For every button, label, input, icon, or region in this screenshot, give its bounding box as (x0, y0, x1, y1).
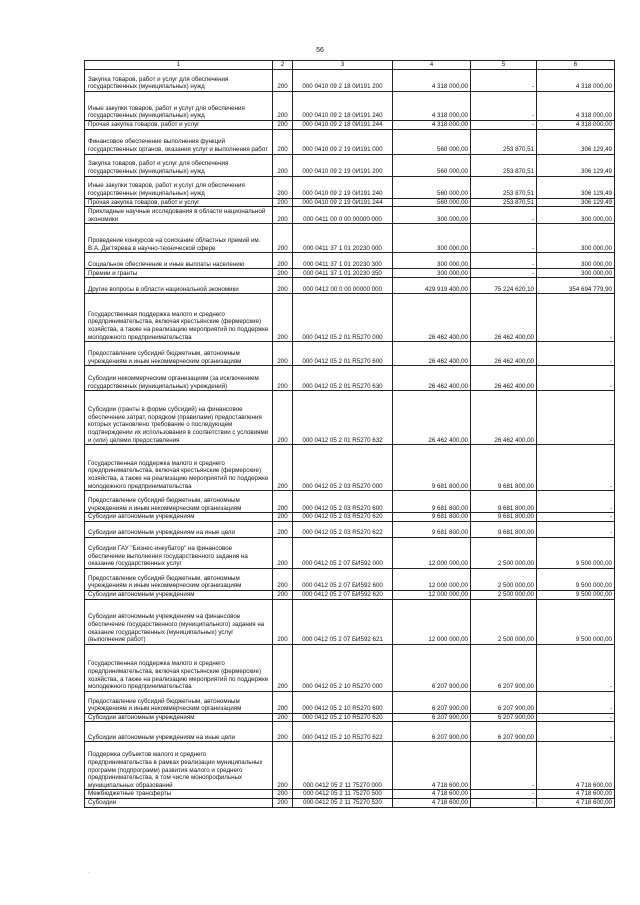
row-code-cell: 200 (273, 253, 293, 269)
row-executed-amount-cell: 253 870,51 (471, 129, 537, 154)
table-row (85, 198, 615, 207)
row-name-cell: Государственная поддержка малого и среднего предпринимательства, включая крестьянские (фермерские) хозяйства, а также на реализацию мероприятий по поддержке молодежного предпринимательства (85, 644, 273, 691)
row-code-cell: 200 (273, 70, 293, 92)
row-name-cell: Государственная поддержка малого и среднего предпринимательства, включая крестьянские (фермерские) хозяйства, а также на реализацию мероприятий по поддержке молодежного предпринимательства (85, 445, 273, 491)
row-code-cell: 200 (273, 154, 293, 176)
scan-mark: · (88, 870, 90, 876)
row-remaining-amount-cell: 354 694 779,90 (537, 278, 615, 294)
row-executed-amount-cell: 6 207 900,00 (471, 722, 537, 742)
row-classification-cell: 000 0412 05 2 07 БИ592 620 (293, 590, 393, 599)
column-header: 3 (293, 61, 393, 70)
row-code-cell: 200 (273, 722, 293, 742)
row-classification-cell: 000 0410 09 2 19 0И191 000 (293, 129, 393, 154)
row-name-cell: Прикладные научные исследования в области национальной экономики (85, 207, 273, 224)
row-code-cell: 200 (273, 207, 293, 224)
table-row (85, 590, 615, 599)
table-row (85, 278, 615, 294)
table-row (85, 176, 615, 198)
row-approved-amount-cell: 300 000,00 (393, 207, 471, 224)
row-approved-amount-cell: 12 000 000,00 (393, 568, 471, 590)
row-executed-amount-cell: 253 870,51 (471, 198, 537, 207)
row-code-cell: 200 (273, 176, 293, 198)
row-approved-amount-cell: 4 318 000,00 (393, 70, 471, 92)
row-remaining-amount-cell: 306 129,49 (537, 154, 615, 176)
row-name-cell: Предоставление субсидий бюджетным, автономным учреждениям и иным некоммерческим организациям (85, 342, 273, 366)
row-code-cell: 200 (273, 491, 293, 513)
table-row (85, 713, 615, 722)
row-remaining-amount-cell: - (537, 366, 615, 391)
row-classification-cell: 000 0412 05 2 07 БИ592 621 (293, 599, 393, 644)
row-approved-amount-cell: 26 462 400,00 (393, 391, 471, 445)
table-row (85, 445, 615, 491)
table-row (85, 224, 615, 253)
row-approved-amount-cell: 12 000 000,00 (393, 599, 471, 644)
row-classification-cell: 000 0412 05 2 03 R5270 620 (293, 513, 393, 522)
row-remaining-amount-cell: 9 500 000,00 (537, 590, 615, 599)
row-code-cell: 200 (273, 599, 293, 644)
table-row (85, 722, 615, 742)
row-name-cell: Субсидии автономным учреждениям на финансовое обеспечение государственного (муниципального) задания на оказание государственных (муниципальных) услуг (выполнение работ) (85, 599, 273, 644)
table-row (85, 798, 615, 807)
row-remaining-amount-cell: 300 000,00 (537, 207, 615, 224)
row-executed-amount-cell: - (471, 92, 537, 121)
row-code-cell: 200 (273, 342, 293, 366)
row-name-cell: Предоставление субсидий бюджетным, автономным учреждениям и иным некоммерческим организациям (85, 491, 273, 513)
column-header: 1 (85, 61, 273, 70)
row-name-cell: Субсидии автономным учреждениям (85, 713, 273, 722)
row-approved-amount-cell: 560 000,00 (393, 198, 471, 207)
row-executed-amount-cell: - (471, 121, 537, 130)
row-code-cell: 200 (273, 278, 293, 294)
table-row (85, 691, 615, 713)
row-approved-amount-cell: 9 681 800,00 (393, 513, 471, 522)
page-number: 56 (316, 47, 324, 54)
row-approved-amount-cell: 4 318 000,00 (393, 92, 471, 121)
row-executed-amount-cell: 26 462 400,00 (471, 366, 537, 391)
row-name-cell: Иные закупки товаров, работ и услуг для обеспечения государственных (муниципальных) нужд (85, 92, 273, 121)
row-remaining-amount-cell: 300 000,00 (537, 253, 615, 269)
column-header: 5 (471, 61, 537, 70)
row-code-cell: 200 (273, 798, 293, 807)
row-remaining-amount-cell: - (537, 722, 615, 742)
row-approved-amount-cell: 12 000 000,00 (393, 590, 471, 599)
row-classification-cell: 000 0410 09 2 19 0И191 240 (293, 176, 393, 198)
budget-execution-table (84, 60, 615, 808)
table-row (85, 537, 615, 568)
row-remaining-amount-cell: - (537, 294, 615, 342)
row-name-cell: Другие вопросы в области национальной экономики (85, 278, 273, 294)
table-row (85, 742, 615, 790)
row-executed-amount-cell: 26 462 400,00 (471, 294, 537, 342)
row-executed-amount-cell: - (471, 790, 537, 799)
table-row (85, 70, 615, 92)
row-name-cell: Предоставление субсидий бюджетным, автономным учреждениям и иным некоммерческим организациям (85, 691, 273, 713)
row-executed-amount-cell: 9 681 800,00 (471, 491, 537, 513)
table-row (85, 391, 615, 445)
row-remaining-amount-cell: - (537, 713, 615, 722)
row-name-cell: Прочая закупка товаров, работ и услуг (85, 198, 273, 207)
row-executed-amount-cell: 26 462 400,00 (471, 391, 537, 445)
row-name-cell: Межбюджетные трансферты (85, 790, 273, 799)
row-approved-amount-cell: 9 681 800,00 (393, 491, 471, 513)
row-classification-cell: 000 0410 09 2 18 0И191 200 (293, 70, 393, 92)
row-name-cell: Прочая закупка товаров, работ и услуг (85, 121, 273, 130)
column-number-row (85, 61, 615, 70)
row-remaining-amount-cell: 4 718 600,00 (537, 742, 615, 790)
row-classification-cell: 000 0411 37 1 01 20230 300 (293, 253, 393, 269)
row-classification-cell: 000 0412 05 2 03 R5270 622 (293, 521, 393, 537)
row-code-cell: 200 (273, 590, 293, 599)
row-approved-amount-cell: 4 718 600,00 (393, 798, 471, 807)
row-classification-cell: 000 0411 00 0 00 00000 000 (293, 207, 393, 224)
row-remaining-amount-cell: 4 318 000,00 (537, 92, 615, 121)
row-executed-amount-cell: - (471, 742, 537, 790)
table-row (85, 121, 615, 130)
row-code-cell: 200 (273, 129, 293, 154)
row-code-cell: 200 (273, 568, 293, 590)
row-executed-amount-cell: 9 681 800,00 (471, 445, 537, 491)
row-remaining-amount-cell: - (537, 391, 615, 445)
row-classification-cell: 000 0412 05 2 10 R5270 600 (293, 691, 393, 713)
row-remaining-amount-cell: - (537, 521, 615, 537)
row-classification-cell: 000 0412 05 2 10 R5270 000 (293, 644, 393, 691)
table-row (85, 491, 615, 513)
table-row (85, 154, 615, 176)
row-approved-amount-cell: 6 207 900,00 (393, 722, 471, 742)
row-classification-cell: 000 0412 05 2 01 R5270 630 (293, 366, 393, 391)
row-executed-amount-cell: - (471, 70, 537, 92)
row-remaining-amount-cell: 4 318 000,00 (537, 121, 615, 130)
row-approved-amount-cell: 9 681 800,00 (393, 521, 471, 537)
row-name-cell: Предоставление субсидий бюджетным, автономным учреждениям и иным некоммерческим организациям (85, 568, 273, 590)
row-code-cell: 200 (273, 644, 293, 691)
table-row (85, 521, 615, 537)
row-approved-amount-cell: 26 462 400,00 (393, 294, 471, 342)
row-executed-amount-cell: 253 870,51 (471, 176, 537, 198)
row-name-cell: Проведение конкурсов на соискание областных премий им. В.А. Дегтярева в научно-технической сфере (85, 224, 273, 253)
row-approved-amount-cell: 300 000,00 (393, 253, 471, 269)
row-executed-amount-cell: 6 207 900,00 (471, 644, 537, 691)
row-remaining-amount-cell: 306 129,49 (537, 198, 615, 207)
row-name-cell: Иные закупки товаров, работ и услуг для обеспечения государственных (муниципальных) нужд (85, 176, 273, 198)
row-remaining-amount-cell: 306 129,49 (537, 176, 615, 198)
table-row (85, 513, 615, 522)
row-remaining-amount-cell: 300 000,00 (537, 269, 615, 278)
table-row (85, 599, 615, 644)
row-classification-cell: 000 0412 05 2 10 R5270 620 (293, 713, 393, 722)
row-remaining-amount-cell: 9 500 000,00 (537, 537, 615, 568)
row-name-cell: Субсидии автономным учреждениям (85, 590, 273, 599)
row-remaining-amount-cell: 4 318 000,00 (537, 70, 615, 92)
row-classification-cell: 000 0412 05 2 03 R5270 000 (293, 445, 393, 491)
row-approved-amount-cell: 560 000,00 (393, 154, 471, 176)
row-remaining-amount-cell: - (537, 644, 615, 691)
row-approved-amount-cell: 6 207 900,00 (393, 691, 471, 713)
row-code-cell: 200 (273, 391, 293, 445)
row-remaining-amount-cell: - (537, 342, 615, 366)
row-remaining-amount-cell: - (537, 445, 615, 491)
row-approved-amount-cell: 26 462 400,00 (393, 366, 471, 391)
row-remaining-amount-cell: 300 000,00 (537, 224, 615, 253)
row-remaining-amount-cell: 4 718 600,00 (537, 790, 615, 799)
row-classification-cell: 000 0412 05 2 11 75270 000 (293, 742, 393, 790)
row-executed-amount-cell: - (471, 798, 537, 807)
row-remaining-amount-cell: - (537, 691, 615, 713)
row-executed-amount-cell: 9 681 800,00 (471, 521, 537, 537)
row-remaining-amount-cell: - (537, 513, 615, 522)
row-approved-amount-cell: 12 000 000,00 (393, 537, 471, 568)
row-executed-amount-cell: 2 500 000,00 (471, 599, 537, 644)
row-classification-cell: 000 0412 05 2 07 БИ592 000 (293, 537, 393, 568)
row-approved-amount-cell: 9 681 800,00 (393, 445, 471, 491)
row-executed-amount-cell: - (471, 224, 537, 253)
row-executed-amount-cell: - (471, 269, 537, 278)
row-classification-cell: 000 0412 05 2 11 75270 520 (293, 798, 393, 807)
row-classification-cell: 000 0412 05 2 01 R5270 632 (293, 391, 393, 445)
row-name-cell: Субсидии (85, 798, 273, 807)
row-code-cell: 200 (273, 521, 293, 537)
row-name-cell: Закупка товаров, работ и услуг для обеспечения государственных (муниципальных) нужд (85, 154, 273, 176)
column-header: 2 (273, 61, 293, 70)
row-classification-cell: 000 0412 05 2 03 R5270 600 (293, 491, 393, 513)
row-classification-cell: 000 0412 00 0 00 00000 000 (293, 278, 393, 294)
row-code-cell: 200 (273, 224, 293, 253)
row-executed-amount-cell: 253 870,51 (471, 154, 537, 176)
row-name-cell: Субсидии некоммерческим организациям (за исключением государственных (муниципальных) учреждений) (85, 366, 273, 391)
row-approved-amount-cell: 300 000,00 (393, 224, 471, 253)
row-code-cell: 200 (273, 121, 293, 130)
row-executed-amount-cell: 2 500 000,00 (471, 590, 537, 599)
row-classification-cell: 000 0412 05 2 07 БИ592 600 (293, 568, 393, 590)
row-code-cell: 200 (273, 445, 293, 491)
row-classification-cell: 000 0410 09 2 19 0И191 244 (293, 198, 393, 207)
table-row (85, 253, 615, 269)
row-name-cell: Субсидии автономным учреждениям на иные цели (85, 722, 273, 742)
row-name-cell: Субсидии автономным учреждениям (85, 513, 273, 522)
row-executed-amount-cell: 6 207 900,00 (471, 691, 537, 713)
row-remaining-amount-cell: - (537, 491, 615, 513)
row-executed-amount-cell: 2 500 000,00 (471, 568, 537, 590)
row-name-cell: Поддержка субъектов малого и среднего предпринимательства в рамках реализации муниципальных программ (подпрограмм) развития малого и среднего предпринимательства, в том числе монопрофильных муниципальных образований (85, 742, 273, 790)
table-row (85, 92, 615, 121)
row-code-cell: 200 (273, 691, 293, 713)
table-row (85, 366, 615, 391)
column-header: 4 (393, 61, 471, 70)
row-remaining-amount-cell: 9 500 000,00 (537, 568, 615, 590)
row-classification-cell: 000 0410 09 2 18 0И191 240 (293, 92, 393, 121)
row-name-cell: Финансовое обеспечение выполнения функций государственных органов, оказания услуг и выполнения работ (85, 129, 273, 154)
table-row (85, 269, 615, 278)
table-row (85, 207, 615, 224)
row-code-cell: 200 (273, 513, 293, 522)
row-name-cell: Государственная поддержка малого и среднего предпринимательства, включая крестьянские (фермерские) хозяйства, а также на реализацию мероприятий по поддержке молодежного предпринимательства (85, 294, 273, 342)
row-executed-amount-cell: 2 500 000,00 (471, 537, 537, 568)
row-code-cell: 200 (273, 92, 293, 121)
row-executed-amount-cell: 75 224 620,10 (471, 278, 537, 294)
row-code-cell: 200 (273, 713, 293, 722)
row-approved-amount-cell: 4 718 600,00 (393, 742, 471, 790)
row-classification-cell: 000 0412 05 2 10 R5270 622 (293, 722, 393, 742)
row-approved-amount-cell: 26 462 400,00 (393, 342, 471, 366)
row-executed-amount-cell: - (471, 253, 537, 269)
row-name-cell: Субсидии (гранты в форме субсидий) на финансовое обеспечение затрат, порядком (правилами) предоставления которых установлено требование о последующем подтверждении их использования в соответствии с условиями и (или) целями предоставления (85, 391, 273, 445)
row-code-cell: 200 (273, 294, 293, 342)
table-row (85, 790, 615, 799)
row-approved-amount-cell: 560 000,00 (393, 129, 471, 154)
row-classification-cell: 000 0412 05 2 01 R5270 000 (293, 294, 393, 342)
row-approved-amount-cell: 6 207 900,00 (393, 713, 471, 722)
row-executed-amount-cell: 6 207 900,00 (471, 713, 537, 722)
table-row (85, 644, 615, 691)
row-approved-amount-cell: 429 919 400,00 (393, 278, 471, 294)
row-classification-cell: 000 0411 37 1 01 20230 000 (293, 224, 393, 253)
row-classification-cell: 000 0412 05 2 01 R5270 600 (293, 342, 393, 366)
table-row (85, 294, 615, 342)
row-code-cell: 200 (273, 269, 293, 278)
row-code-cell: 200 (273, 366, 293, 391)
table-row (85, 568, 615, 590)
row-code-cell: 200 (273, 790, 293, 799)
row-classification-cell: 000 0411 37 1 01 20230 350 (293, 269, 393, 278)
row-code-cell: 200 (273, 537, 293, 568)
row-classification-cell: 000 0410 09 2 19 0И191 200 (293, 154, 393, 176)
table-row (85, 129, 615, 154)
row-approved-amount-cell: 6 207 900,00 (393, 644, 471, 691)
row-name-cell: Субсидии ГАУ "Бизнес-инкубатор" на финансовое обеспечение выполнения государственного задания на оказание государственных услуг (85, 537, 273, 568)
row-approved-amount-cell: 560 000,00 (393, 176, 471, 198)
row-name-cell: Закупка товаров, работ и услуг для обеспечения государственных (муниципальных) нужд (85, 70, 273, 92)
row-approved-amount-cell: 4 718 600,00 (393, 790, 471, 799)
row-executed-amount-cell: 26 462 400,00 (471, 342, 537, 366)
row-remaining-amount-cell: 9 500 000,00 (537, 599, 615, 644)
row-classification-cell: 000 0412 05 2 11 75270 500 (293, 790, 393, 799)
row-remaining-amount-cell: 306 129,49 (537, 129, 615, 154)
row-code-cell: 200 (273, 742, 293, 790)
row-approved-amount-cell: 300 000,00 (393, 269, 471, 278)
row-name-cell: Премии и гранты (85, 269, 273, 278)
column-header: 6 (537, 61, 615, 70)
row-executed-amount-cell: 9 681 800,00 (471, 513, 537, 522)
row-approved-amount-cell: 4 318 000,00 (393, 121, 471, 130)
row-executed-amount-cell: - (471, 207, 537, 224)
row-remaining-amount-cell: 4 718 600,00 (537, 798, 615, 807)
row-code-cell: 200 (273, 198, 293, 207)
table-row (85, 342, 615, 366)
row-name-cell: Субсидии автономным учреждениям на иные цели (85, 521, 273, 537)
row-classification-cell: 000 0410 09 2 18 0И191 244 (293, 121, 393, 130)
table-body (85, 70, 615, 808)
row-name-cell: Социальное обеспечение и иные выплаты населению (85, 253, 273, 269)
